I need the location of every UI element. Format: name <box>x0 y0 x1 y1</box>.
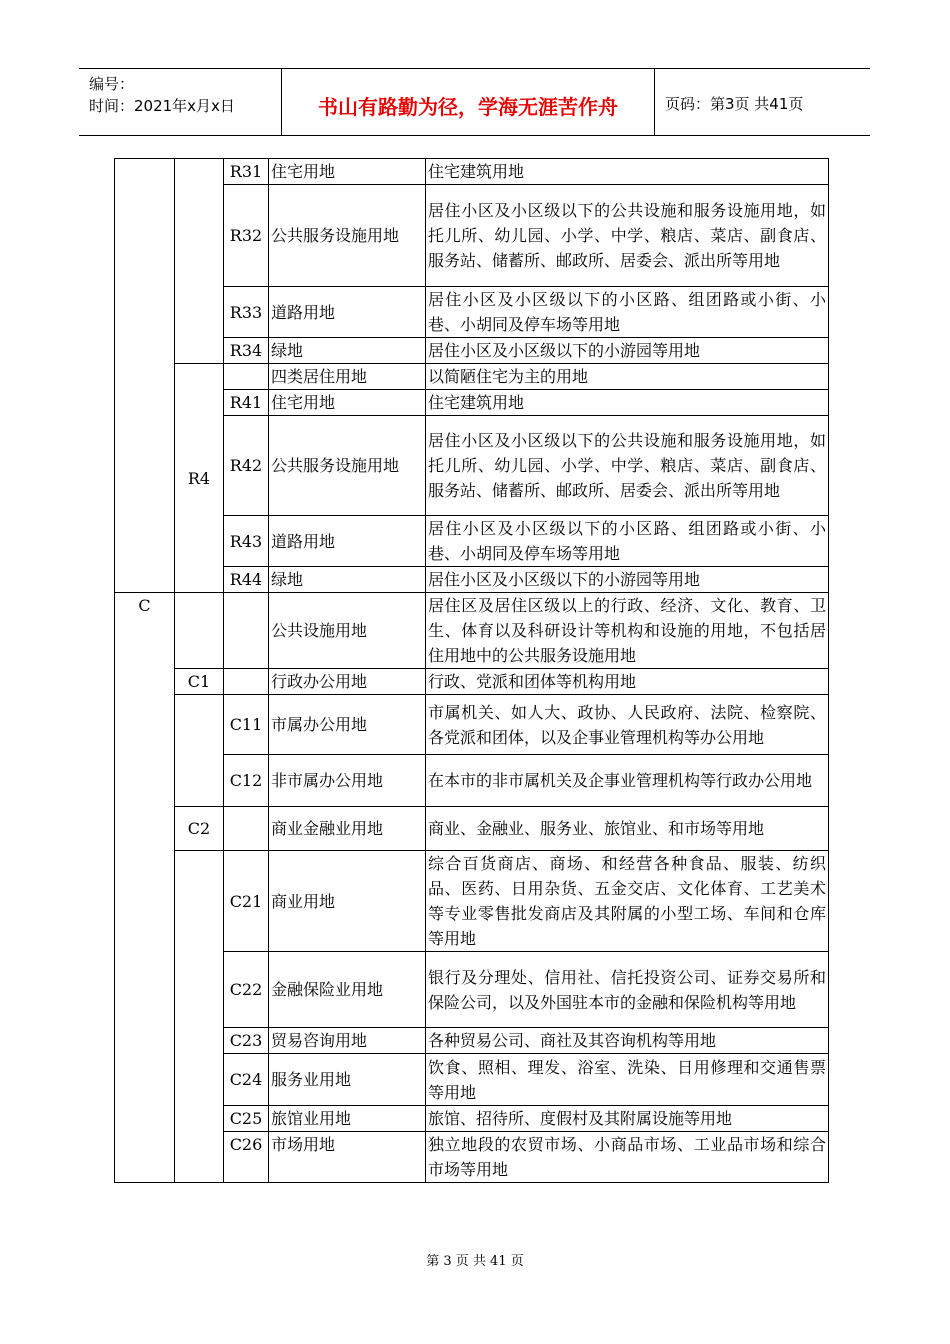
table-row <box>115 669 829 695</box>
sub-class-code: C24 <box>224 1054 269 1106</box>
sub-class-code: R43 <box>224 516 269 567</box>
sub-class-code <box>224 593 269 669</box>
table-row <box>115 364 829 390</box>
land-use-name: 住宅用地 <box>269 159 426 185</box>
sub-class-code: R32 <box>224 185 269 287</box>
table-row <box>115 593 829 669</box>
page-header <box>79 68 870 136</box>
land-use-name: 公共服务设施用地 <box>269 416 426 516</box>
land-use-description: 以简陋住宅为主的用地 <box>426 364 829 390</box>
land-use-description: 在本市的非市属机关及企事业管理机构等行政办公用地 <box>426 755 829 807</box>
mid-class-code <box>175 593 224 669</box>
mid-class-code: C2 <box>175 807 224 851</box>
land-use-name: 公共服务设施用地 <box>269 185 426 287</box>
land-use-classification-table <box>114 158 829 1183</box>
sub-class-code: C22 <box>224 952 269 1028</box>
land-use-description: 商业、金融业、服务业、旅馆业、和市场等用地 <box>426 807 829 851</box>
document-number-label: 编号： <box>89 75 135 93</box>
land-use-name: 住宅用地 <box>269 390 426 416</box>
land-use-name: 道路用地 <box>269 287 426 338</box>
land-use-name: 商业金融业用地 <box>269 807 426 851</box>
sub-class-code: C26 <box>224 1132 269 1183</box>
sub-class-code: R42 <box>224 416 269 516</box>
land-use-name: 贸易咨询用地 <box>269 1028 426 1054</box>
mid-class-code: C1 <box>175 669 224 695</box>
land-use-name: 四类居住用地 <box>269 364 426 390</box>
sub-class-code: C25 <box>224 1106 269 1132</box>
header-page-info: 页码：第3页 共41页 <box>665 95 804 113</box>
land-use-description: 综合百货商店、商场、和经营各种食品、服装、纺织品、医药、日用杂货、五金交店、文化体育、工艺美术等专业零售批发商店及其附属的小型工场、车间和仓库等用地 <box>426 851 829 952</box>
land-use-description: 各种贸易公司、商社及其咨询机构等用地 <box>426 1028 829 1054</box>
header-slogan: 书山有路勤为径，学海无涯苦作舟 <box>318 94 618 119</box>
header-meta <box>89 73 289 117</box>
table-row <box>115 807 829 851</box>
page-footer: 第 3 页 共 41 页 <box>426 1254 524 1269</box>
mid-class-cell <box>175 159 224 364</box>
land-use-description: 独立地段的农贸市场、小商品市场、工业品市场和综合市场等用地 <box>426 1132 829 1183</box>
land-use-description: 旅馆、招待所、度假村及其附属设施等用地 <box>426 1106 829 1132</box>
land-use-description: 银行及分理处、信用社、信托投资公司、证券交易所和保险公司，以及外国驻本市的金融和保险机构等用地 <box>426 952 829 1028</box>
land-use-name: 绿地 <box>269 338 426 364</box>
table-row <box>115 695 829 755</box>
land-use-description: 住宅建筑用地 <box>426 390 829 416</box>
land-use-description: 居住小区及小区级以下的公共设施和服务设施用地，如托儿所、幼儿园、小学、中学、粮店、菜店、副食店、服务站、储蓄所、邮政所、居委会、派出所等用地 <box>426 185 829 287</box>
document-time-label: 时间：2021年x月x日 <box>89 97 235 115</box>
land-use-name: 服务业用地 <box>269 1054 426 1106</box>
sub-class-code: C11 <box>224 695 269 755</box>
sub-class-code: R41 <box>224 390 269 416</box>
land-use-description: 居住小区及小区级以下的小区路、组团路或小街、小巷、小胡同及停车场等用地 <box>426 287 829 338</box>
sub-class-code: C23 <box>224 1028 269 1054</box>
mid-class-cell <box>175 695 224 807</box>
sub-class-code: R31 <box>224 159 269 185</box>
land-use-description: 居住小区及小区级以下的小游园等用地 <box>426 338 829 364</box>
sub-class-code <box>224 669 269 695</box>
land-use-name: 绿地 <box>269 567 426 593</box>
land-use-description: 居住小区及小区级以下的小游园等用地 <box>426 567 829 593</box>
land-use-description: 饮食、照相、理发、浴室、洗染、日用修理和交通售票等用地 <box>426 1054 829 1106</box>
sub-class-code: C21 <box>224 851 269 952</box>
sub-class-code: R33 <box>224 287 269 338</box>
table-row <box>115 159 829 185</box>
land-use-name: 道路用地 <box>269 516 426 567</box>
major-class-cell <box>115 159 175 593</box>
land-use-name: 市属办公用地 <box>269 695 426 755</box>
land-use-name: 市场用地 <box>269 1132 426 1183</box>
land-use-description: 居住小区及小区级以下的公共设施和服务设施用地，如托儿所、幼儿园、小学、中学、粮店、菜店、副食店、服务站、储蓄所、邮政所、居委会、派出所等用地 <box>426 416 829 516</box>
sub-class-code: R44 <box>224 567 269 593</box>
land-use-name: 商业用地 <box>269 851 426 952</box>
table-row <box>115 851 829 952</box>
land-use-description: 住宅建筑用地 <box>426 159 829 185</box>
land-use-name: 旅馆业用地 <box>269 1106 426 1132</box>
header-divider <box>654 69 655 135</box>
sub-class-code <box>224 807 269 851</box>
sub-class-code: R34 <box>224 338 269 364</box>
land-use-name: 公共设施用地 <box>269 593 426 669</box>
sub-class-code <box>224 364 269 390</box>
land-use-description: 行政、党派和团体等机构用地 <box>426 669 829 695</box>
major-class-code: C <box>115 593 175 1183</box>
land-use-name: 非市属办公用地 <box>269 755 426 807</box>
land-use-description: 居住区及居住区级以上的行政、经济、文化、教育、卫生、体育以及科研设计等机构和设施的用地，不包括居住用地中的公共服务设施用地 <box>426 593 829 669</box>
land-use-description: 市属机关、如人大、政协、人民政府、法院、检察院、各党派和团体，以及企事业管理机构等办公用地 <box>426 695 829 755</box>
land-use-name: 行政办公用地 <box>269 669 426 695</box>
sub-class-code: C12 <box>224 755 269 807</box>
mid-class-cell <box>175 851 224 1183</box>
mid-class-code: R4 <box>175 364 224 593</box>
land-use-name: 金融保险业用地 <box>269 952 426 1028</box>
land-use-description: 居住小区及小区级以下的小区路、组团路或小街、小巷、小胡同及停车场等用地 <box>426 516 829 567</box>
